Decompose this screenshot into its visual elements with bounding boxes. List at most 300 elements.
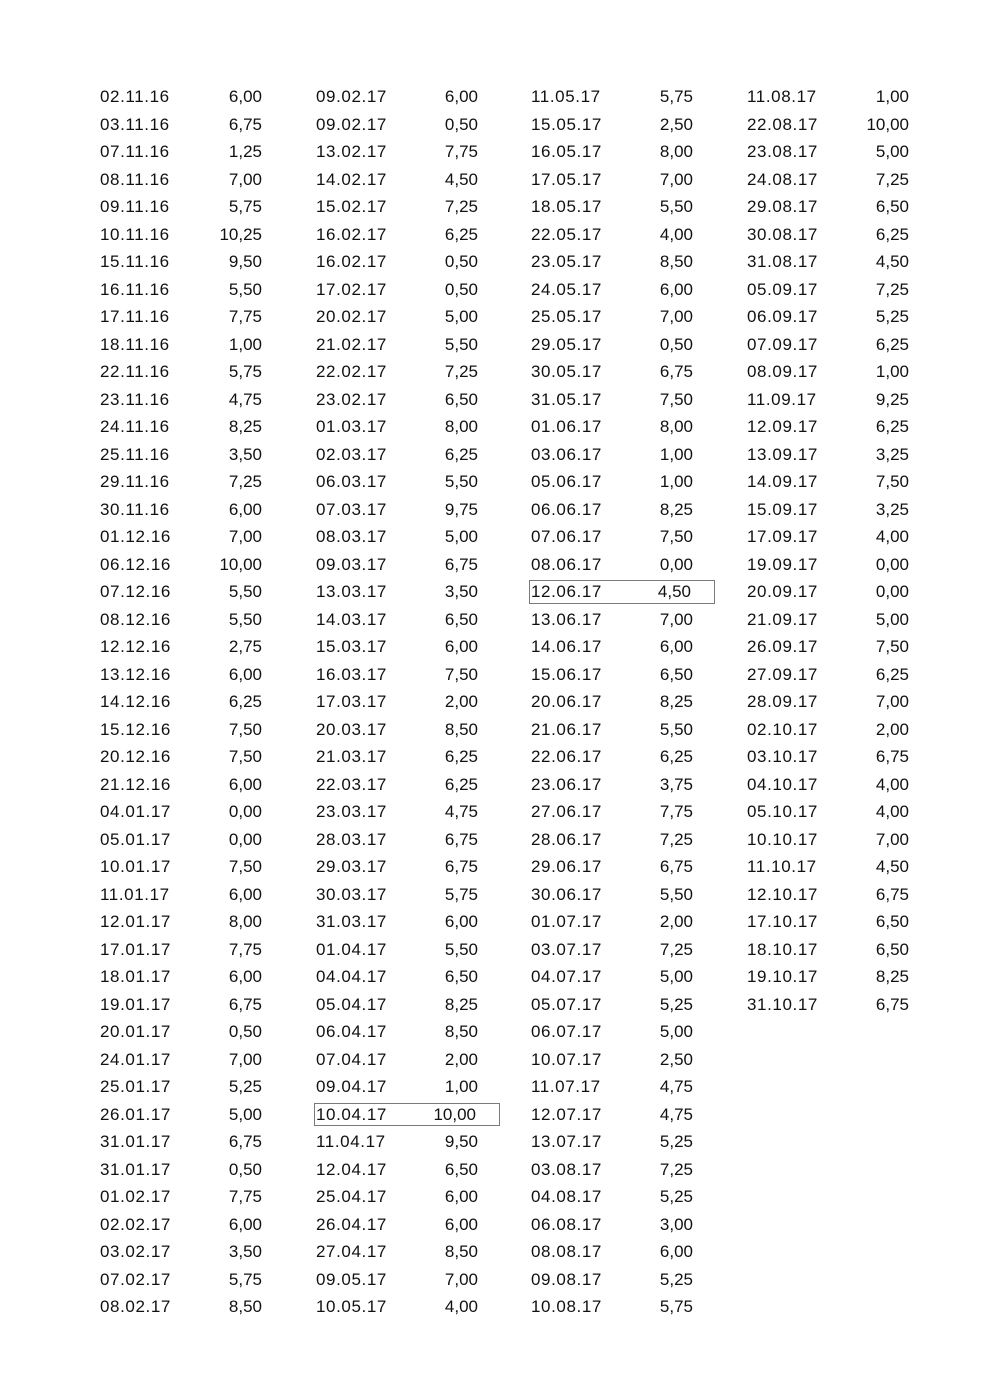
row-date: 28.09.17: [747, 692, 818, 711]
row-value: 5,00: [659, 1022, 693, 1041]
table-row: [312, 386, 502, 414]
row-date: 13.09.17: [747, 444, 818, 464]
table-row: [96, 853, 286, 881]
table-row: [312, 661, 502, 689]
row-date: 04.07.17: [531, 967, 602, 986]
table-row-highlighted: [527, 578, 717, 606]
row-value: 7,00: [875, 692, 909, 711]
table-row: [96, 303, 286, 331]
row-date: 14.12.16: [100, 692, 171, 711]
table-row: [312, 1211, 502, 1239]
row-date: 20.06.17: [531, 692, 602, 711]
table-row: [527, 523, 717, 551]
row-value: 0,50: [659, 334, 693, 354]
table-row: [743, 468, 933, 496]
row-date: 07.03.17: [316, 499, 387, 519]
row-date: 09.11.16: [100, 197, 170, 216]
table-row: [527, 1073, 717, 1101]
row-value: 5,00: [659, 967, 693, 986]
row-date: 29.05.17: [531, 334, 602, 354]
row-value: 9,50: [444, 1132, 478, 1151]
row-date: 09.02.17: [316, 114, 387, 134]
row-date: 05.10.17: [747, 802, 818, 821]
table-row: [312, 193, 502, 221]
table-row: [312, 853, 502, 881]
row-value: 2,75: [228, 637, 262, 656]
row-value: 6,00: [444, 1187, 478, 1206]
table-row: [312, 303, 502, 331]
row-value: 5,75: [444, 884, 478, 904]
row-date: 06.07.17: [531, 1022, 602, 1041]
row-value: 6,50: [444, 389, 478, 409]
row-date: 11.09.17: [747, 389, 817, 409]
row-date: 12.12.16: [100, 637, 171, 656]
table-row: [96, 771, 286, 799]
row-date: 17.05.17: [531, 169, 602, 189]
row-value: 5,00: [444, 527, 478, 546]
row-value: 8,25: [228, 417, 262, 436]
table-row: [312, 441, 502, 469]
row-value: 5,50: [659, 884, 693, 904]
table-row: [527, 688, 717, 716]
row-value: 1,00: [228, 334, 262, 354]
table-column: [527, 83, 717, 1321]
table-row: [96, 1266, 286, 1294]
row-date: 15.12.16: [100, 719, 171, 739]
row-date: 12.07.17: [531, 1104, 602, 1124]
row-date: 30.11.16: [100, 499, 170, 519]
row-date: 27.06.17: [531, 802, 602, 821]
table-row: [743, 221, 933, 249]
row-value: 5,50: [444, 939, 478, 959]
row-value: 0,50: [444, 114, 478, 134]
row-value: 8,00: [228, 912, 262, 931]
table-row: [743, 826, 933, 854]
row-value: 6,75: [875, 994, 909, 1014]
row-value: 6,75: [444, 554, 478, 574]
row-date: 01.12.16: [100, 527, 171, 546]
row-date: 31.01.17: [100, 1132, 171, 1151]
row-value: 5,25: [659, 1269, 693, 1289]
table-row: [312, 1156, 502, 1184]
row-date: 01.04.17: [316, 939, 387, 959]
row-value: 7,50: [228, 857, 262, 876]
table-row: [312, 138, 502, 166]
row-value: 2,00: [659, 912, 693, 931]
table-row: [312, 743, 502, 771]
row-date: 03.11.16: [100, 114, 170, 134]
row-date: 09.03.17: [316, 554, 387, 574]
row-date: 15.03.17: [316, 637, 387, 656]
row-date: 31.03.17: [316, 912, 387, 931]
row-value: 6,00: [228, 664, 262, 684]
row-value: 0,00: [875, 582, 909, 601]
row-value: 8,00: [659, 417, 693, 436]
row-value: 0,00: [228, 829, 262, 849]
row-date: 18.11.16: [100, 334, 170, 354]
row-value: 7,50: [875, 637, 909, 656]
row-value: 7,25: [659, 939, 693, 959]
table-row: [312, 936, 502, 964]
row-value: 0,00: [228, 802, 262, 821]
row-value: 10,00: [433, 1104, 476, 1124]
row-date: 21.06.17: [531, 719, 602, 739]
row-value: 6,50: [444, 1159, 478, 1179]
table-row: [312, 1183, 502, 1211]
row-date: 25.04.17: [316, 1187, 387, 1206]
row-date: 14.03.17: [316, 609, 387, 629]
row-date: 03.07.17: [531, 939, 602, 959]
table-row: [312, 468, 502, 496]
table-row: [527, 1018, 717, 1046]
table-column: [743, 83, 933, 1018]
table-column: [96, 83, 286, 1321]
row-value: 6,00: [228, 967, 262, 986]
table-row: [312, 248, 502, 276]
row-value: 9,25: [875, 389, 909, 409]
table-row: [527, 83, 717, 111]
table-row: [96, 1101, 286, 1129]
row-date: 29.08.17: [747, 197, 818, 216]
row-value: 6,75: [228, 1132, 262, 1151]
row-date: 03.02.17: [100, 1242, 171, 1261]
row-value: 6,50: [444, 967, 478, 986]
row-value: 4,50: [875, 857, 909, 876]
row-date: 08.06.17: [531, 554, 602, 574]
row-date: 19.10.17: [747, 967, 818, 986]
table-row: [527, 1156, 717, 1184]
row-date: 24.08.17: [747, 169, 818, 189]
row-date: 10.07.17: [531, 1049, 602, 1069]
table-row: [743, 771, 933, 799]
row-date: 27.09.17: [747, 664, 818, 684]
row-value: 6,00: [228, 499, 262, 519]
row-date: 15.11.16: [100, 252, 170, 271]
table-row: [96, 358, 286, 386]
row-date: 21.12.16: [100, 774, 171, 794]
table-row: [312, 881, 502, 909]
row-date: 01.06.17: [531, 417, 602, 436]
row-date: 10.04.17: [316, 1104, 387, 1124]
row-date: 14.09.17: [747, 472, 818, 491]
row-value: 3,75: [659, 774, 693, 794]
row-date: 15.06.17: [531, 664, 602, 684]
row-date: 21.09.17: [747, 609, 818, 629]
table-row: [743, 633, 933, 661]
table-row: [312, 551, 502, 579]
row-date: 30.06.17: [531, 884, 602, 904]
row-value: 6,25: [875, 664, 909, 684]
table-row: [527, 331, 717, 359]
row-value: 1,00: [444, 1077, 478, 1096]
table-row: [527, 991, 717, 1019]
row-value: 7,00: [659, 609, 693, 629]
table-row: [96, 881, 286, 909]
row-value: 5,50: [659, 197, 693, 216]
table-row: [96, 331, 286, 359]
row-value: 5,50: [228, 582, 262, 601]
row-date: 08.08.17: [531, 1242, 602, 1261]
row-date: 17.02.17: [316, 279, 387, 299]
table-row: [312, 716, 502, 744]
row-value: 6,00: [444, 912, 478, 931]
row-date: 04.04.17: [316, 967, 387, 986]
table-row: [527, 881, 717, 909]
row-value: 10,00: [866, 114, 909, 134]
row-date: 23.11.16: [100, 389, 170, 409]
row-value: 10,00: [219, 554, 262, 574]
row-date: 25.05.17: [531, 307, 602, 326]
row-value: 6,75: [444, 857, 478, 876]
table-row-highlighted: [312, 1101, 502, 1129]
row-value: 8,00: [444, 417, 478, 436]
row-date: 09.02.17: [316, 87, 387, 106]
table-row: [527, 936, 717, 964]
table-row: [96, 908, 286, 936]
table-row: [96, 83, 286, 111]
table-row: [527, 771, 717, 799]
table-row: [96, 1156, 286, 1184]
row-value: 6,50: [444, 609, 478, 629]
row-value: 7,25: [444, 197, 478, 216]
row-value: 6,25: [875, 417, 909, 436]
row-date: 17.09.17: [747, 527, 818, 546]
row-date: 13.07.17: [531, 1132, 602, 1151]
row-value: 5,25: [228, 1077, 262, 1096]
row-date: 11.07.17: [531, 1077, 601, 1096]
table-row: [743, 991, 933, 1019]
row-value: 4,75: [659, 1104, 693, 1124]
table-row: [96, 1211, 286, 1239]
row-date: 04.10.17: [747, 774, 818, 794]
row-date: 14.06.17: [531, 637, 602, 656]
table-row: [312, 496, 502, 524]
row-value: 6,00: [659, 279, 693, 299]
table-row: [527, 1211, 717, 1239]
row-date: 06.09.17: [747, 307, 818, 326]
row-value: 4,50: [657, 582, 691, 601]
row-date: 05.09.17: [747, 279, 818, 299]
row-value: 1,25: [228, 142, 262, 161]
row-value: 5,75: [659, 1297, 693, 1316]
row-date: 05.06.17: [531, 472, 602, 491]
table-row: [312, 826, 502, 854]
table-row: [527, 1183, 717, 1211]
table-row: [527, 743, 717, 771]
row-value: 8,00: [659, 142, 693, 161]
table-row: [527, 826, 717, 854]
row-value: 4,00: [875, 527, 909, 546]
row-value: 8,25: [659, 692, 693, 711]
table-row: [743, 248, 933, 276]
row-value: 6,75: [659, 362, 693, 381]
row-value: 5,50: [444, 472, 478, 491]
table-row: [96, 276, 286, 304]
table-row: [312, 111, 502, 139]
row-value: 5,75: [228, 1269, 262, 1289]
table-row: [527, 1238, 717, 1266]
table-row: [96, 1046, 286, 1074]
table-row: [312, 83, 502, 111]
row-date: 06.12.16: [100, 554, 171, 574]
row-date: 23.03.17: [316, 802, 387, 821]
row-date: 10.05.17: [316, 1297, 387, 1316]
row-date: 20.03.17: [316, 719, 387, 739]
table-row: [527, 1046, 717, 1074]
row-value: 6,75: [444, 829, 478, 849]
row-value: 6,00: [444, 87, 478, 106]
row-value: 7,00: [228, 527, 262, 546]
table-row: [96, 1073, 286, 1101]
row-date: 06.08.17: [531, 1214, 602, 1234]
table-row: [312, 358, 502, 386]
row-date: 27.04.17: [316, 1242, 387, 1261]
row-date: 05.07.17: [531, 994, 602, 1014]
row-date: 22.06.17: [531, 747, 602, 766]
row-value: 7,50: [875, 472, 909, 491]
row-date: 12.04.17: [316, 1159, 387, 1179]
row-value: 0,50: [444, 252, 478, 271]
row-date: 17.11.16: [100, 307, 170, 326]
table-row: [96, 606, 286, 634]
row-date: 23.05.17: [531, 252, 602, 271]
row-date: 03.08.17: [531, 1159, 602, 1179]
row-date: 07.12.16: [100, 582, 171, 601]
row-value: 2,00: [875, 719, 909, 739]
table-row: [96, 1293, 286, 1321]
row-date: 11.05.17: [531, 87, 601, 106]
row-date: 08.11.16: [100, 169, 170, 189]
row-date: 02.02.17: [100, 1214, 171, 1234]
row-value: 1,00: [875, 87, 909, 106]
table-row: [96, 936, 286, 964]
row-date: 11.04.17: [316, 1132, 386, 1151]
table-row: [96, 798, 286, 826]
row-value: 5,00: [875, 609, 909, 629]
row-date: 01.02.17: [100, 1187, 171, 1206]
table-row: [312, 523, 502, 551]
row-value: 7,50: [659, 389, 693, 409]
row-date: 05.01.17: [100, 829, 171, 849]
row-value: 5,00: [228, 1104, 262, 1124]
row-value: 7,25: [228, 472, 262, 491]
table-row: [527, 551, 717, 579]
row-value: 7,00: [875, 829, 909, 849]
table-row: [743, 193, 933, 221]
table-row: [527, 193, 717, 221]
row-date: 06.03.17: [316, 472, 387, 491]
row-value: 3,00: [659, 1214, 693, 1234]
table-row: [312, 908, 502, 936]
row-value: 8,50: [444, 1242, 478, 1261]
table-row: [527, 248, 717, 276]
table-row: [743, 936, 933, 964]
table-row: [312, 991, 502, 1019]
table-row: [743, 853, 933, 881]
row-value: 5,75: [228, 197, 262, 216]
table-row: [312, 413, 502, 441]
row-value: 4,50: [875, 252, 909, 271]
row-date: 20.01.17: [100, 1022, 171, 1041]
table-row: [96, 661, 286, 689]
row-value: 7,00: [444, 1269, 478, 1289]
table-row: [527, 1101, 717, 1129]
row-value: 6,50: [875, 939, 909, 959]
table-row: [527, 716, 717, 744]
row-date: 15.02.17: [316, 197, 387, 216]
row-value: 5,00: [875, 142, 909, 161]
row-date: 21.02.17: [316, 334, 387, 354]
row-date: 31.01.17: [100, 1159, 171, 1179]
row-date: 07.02.17: [100, 1269, 171, 1289]
row-date: 22.03.17: [316, 774, 387, 794]
table-row: [527, 963, 717, 991]
row-value: 7,50: [228, 719, 262, 739]
row-date: 08.03.17: [316, 527, 387, 546]
row-date: 10.10.17: [747, 829, 818, 849]
row-value: 4,50: [444, 169, 478, 189]
row-date: 04.01.17: [100, 802, 171, 821]
row-value: 5,50: [444, 334, 478, 354]
row-date: 24.05.17: [531, 279, 602, 299]
table-row: [527, 386, 717, 414]
row-value: 7,25: [875, 279, 909, 299]
row-date: 12.06.17: [531, 582, 602, 601]
row-value: 7,75: [228, 1187, 262, 1206]
row-value: 7,75: [228, 939, 262, 959]
table-row: [312, 688, 502, 716]
row-date: 25.11.16: [100, 444, 170, 464]
row-value: 7,75: [444, 142, 478, 161]
table-row: [743, 881, 933, 909]
table-row: [527, 303, 717, 331]
row-value: 7,25: [444, 362, 478, 381]
table-row: [527, 413, 717, 441]
row-value: 4,00: [875, 802, 909, 821]
row-value: 6,00: [228, 774, 262, 794]
table-row: [96, 633, 286, 661]
table-row: [743, 606, 933, 634]
table-row: [743, 386, 933, 414]
row-date: 02.03.17: [316, 444, 387, 464]
table-row: [527, 661, 717, 689]
table-row: [527, 358, 717, 386]
row-date: 19.01.17: [100, 994, 171, 1014]
row-value: 5,75: [659, 87, 693, 106]
row-value: 5,50: [659, 719, 693, 739]
table-row: [527, 468, 717, 496]
row-date: 29.11.16: [100, 472, 170, 491]
table-row: [312, 1046, 502, 1074]
row-value: 6,00: [659, 637, 693, 656]
row-value: 2,50: [659, 1049, 693, 1069]
table-row: [743, 523, 933, 551]
row-value: 6,25: [875, 224, 909, 244]
row-date: 12.10.17: [747, 884, 818, 904]
row-value: 6,00: [659, 1242, 693, 1261]
row-value: 0,50: [228, 1022, 262, 1041]
row-value: 0,50: [444, 279, 478, 299]
row-date: 07.04.17: [316, 1049, 387, 1069]
row-date: 28.03.17: [316, 829, 387, 849]
table-row: [743, 661, 933, 689]
row-date: 16.02.17: [316, 224, 387, 244]
table-column: [312, 83, 502, 1321]
row-date: 23.08.17: [747, 142, 818, 161]
table-row: [527, 1266, 717, 1294]
row-date: 20.12.16: [100, 747, 171, 766]
row-date: 26.09.17: [747, 637, 818, 656]
